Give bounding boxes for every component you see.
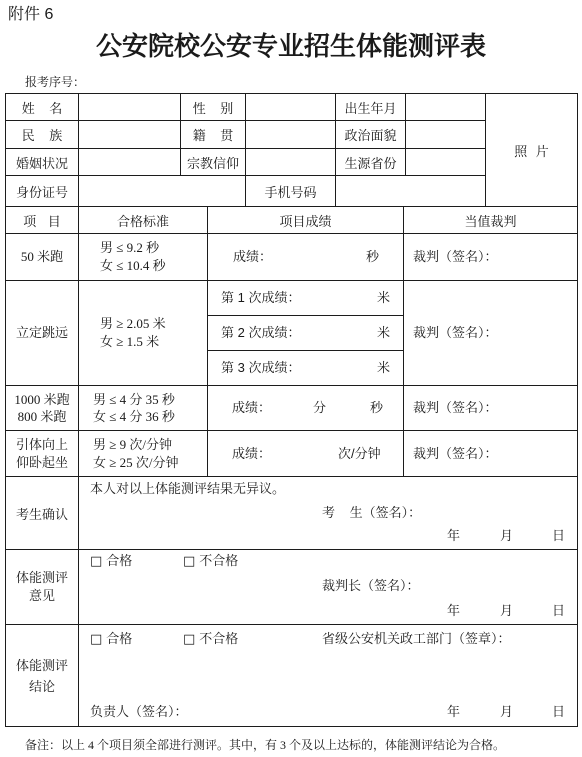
result-50m[interactable]	[207, 233, 404, 281]
standard-male: 男 ≥ 2.05 米	[100, 316, 166, 331]
attachment-label: 附件 6	[8, 6, 54, 23]
conclusion-label-line-2: 结论	[28, 678, 55, 694]
phone-field[interactable]	[335, 175, 486, 207]
religion-label: 宗教信仰	[180, 148, 246, 176]
pass-checkbox[interactable]: □	[90, 632, 103, 647]
referee-signature-label: 裁判（签名）：	[413, 325, 498, 340]
confirmation-statement: 本人对以上体能测评结果无异议。	[90, 481, 286, 496]
referee-column-header: 当值裁判	[403, 206, 578, 234]
political-status-label: 政治面貌	[335, 120, 406, 149]
name-field[interactable]	[78, 93, 181, 121]
marital-status-label: 婚姻状况	[5, 148, 79, 176]
score-label: 成绩：	[232, 400, 272, 415]
test-item-long-jump	[5, 280, 79, 386]
attempt-unit: 米	[377, 325, 391, 340]
standard-female: 女 ≥ 25 次/分钟	[93, 454, 179, 470]
fail-label: 不合格	[199, 631, 239, 646]
standard-female: 女 ≤ 4 分 36 秒	[93, 409, 175, 424]
pass-label: 合格	[106, 553, 133, 568]
birth-date-field[interactable]	[405, 93, 486, 121]
opinion-fail-option[interactable]	[183, 553, 238, 570]
form-table	[5, 93, 578, 727]
origin-province-field[interactable]	[405, 148, 486, 176]
photo-box	[485, 93, 578, 207]
assessment-conclusion-label	[5, 624, 79, 727]
chief-referee-signature-label: 裁判长（签名）：	[322, 578, 420, 593]
score-label: 成绩：	[233, 249, 273, 264]
date-year-label: 年	[447, 528, 461, 543]
attempt-label: 第 1 次成绩：	[221, 290, 301, 305]
assessment-conclusion-area[interactable]	[78, 624, 578, 727]
long-jump-attempt-2[interactable]	[207, 315, 404, 351]
native-place-label: 籍 贯	[180, 120, 246, 149]
standard-long-jump	[78, 280, 208, 386]
standard-50m	[78, 233, 208, 281]
date-day-label: 日	[552, 528, 566, 543]
candidate-signature-label: 考 生（签名）：	[322, 505, 422, 520]
conclusion-fail-option[interactable]	[183, 631, 238, 648]
test-item-pullup-situp	[5, 430, 79, 477]
department-seal-label: 省级公安机关政工部门（签章）：	[322, 631, 511, 646]
standard-male: 男 ≤ 9.2 秒	[100, 240, 160, 255]
date-day-label: 日	[552, 704, 566, 719]
standard-distance-run	[78, 385, 208, 431]
opinion-label-line-1: 体能测评	[15, 570, 68, 585]
gender-label: 性 别	[180, 93, 246, 121]
test-item-label-male: 引体向上	[15, 436, 68, 452]
religion-field[interactable]	[245, 148, 336, 176]
political-status-field[interactable]	[405, 120, 486, 149]
fail-checkbox[interactable]: □	[183, 554, 196, 569]
fail-label: 不合格	[199, 553, 239, 568]
candidate-confirmation-label: 考生确认	[5, 476, 79, 550]
score-unit-seconds: 秒	[370, 400, 384, 415]
birth-date-label: 出生年月	[335, 93, 406, 121]
referee-signature-label: 裁判（签名）：	[413, 249, 498, 264]
date-month-label: 月	[500, 528, 514, 543]
test-item-distance-run	[5, 385, 79, 431]
attempt-label: 第 2 次成绩：	[221, 325, 301, 340]
score-unit: 次/分钟	[338, 445, 381, 461]
long-jump-attempt-1[interactable]	[207, 280, 404, 316]
id-number-label: 身份证号	[5, 175, 79, 207]
date-year-label: 年	[447, 704, 461, 719]
pass-checkbox[interactable]: □	[90, 554, 103, 569]
opinion-pass-option[interactable]	[90, 553, 132, 570]
attempt-unit: 米	[377, 360, 391, 375]
footnote: 备注：以上 4 个项目须全部进行测评。其中，有 3 个及以上达标的，体能测评结论为合格。	[25, 738, 506, 752]
photo-label: 照 片	[514, 143, 549, 159]
serial-number-label: 报考序号：	[25, 75, 86, 89]
id-number-field[interactable]	[78, 175, 246, 207]
standard-female: 女 ≤ 10.4 秒	[100, 258, 166, 273]
test-item-label: 50 米跑	[20, 249, 64, 264]
score-unit: 秒	[366, 249, 380, 264]
date-day-label: 日	[552, 603, 566, 618]
referee-pullup-situp[interactable]	[403, 430, 578, 477]
test-item-label-male: 1000 米跑	[14, 392, 70, 407]
date-month-label: 月	[500, 603, 514, 618]
assessment-opinion-label	[5, 549, 79, 625]
conclusion-pass-option[interactable]	[90, 631, 132, 648]
date-month-label: 月	[500, 704, 514, 719]
standard-male: 男 ≥ 9 次/分钟	[93, 436, 172, 452]
pass-label: 合格	[106, 631, 133, 646]
score-unit-minutes: 分	[313, 400, 327, 415]
phone-label: 手机号码	[245, 175, 336, 207]
test-item-label-female: 仰卧起坐	[15, 454, 68, 470]
fail-checkbox[interactable]: □	[183, 632, 196, 647]
test-item-label-female: 800 米跑	[17, 409, 67, 424]
origin-province-label: 生源省份	[335, 148, 406, 176]
assessment-opinion-area[interactable]	[78, 549, 578, 625]
referee-distance-run[interactable]	[403, 385, 578, 431]
form-title: 公安院校公安专业招生体能测评表	[95, 32, 486, 61]
test-item-50m	[5, 233, 79, 281]
standard-pullup-situp	[78, 430, 208, 477]
referee-signature-label: 裁判（签名）：	[413, 400, 498, 415]
result-distance-run[interactable]	[207, 385, 404, 431]
ethnicity-field[interactable]	[78, 120, 181, 149]
native-place-field[interactable]	[245, 120, 336, 149]
marital-status-field[interactable]	[78, 148, 181, 176]
result-pullup-situp[interactable]	[207, 430, 404, 477]
candidate-confirmation-area[interactable]	[78, 476, 578, 550]
referee-50m[interactable]	[403, 233, 578, 281]
standard-female: 女 ≥ 1.5 米	[100, 334, 160, 349]
result-column-header: 项目成绩	[207, 206, 404, 234]
referee-long-jump[interactable]	[403, 280, 578, 386]
standard-column-header: 合格标准	[78, 206, 208, 234]
referee-signature-label: 裁判（签名）：	[413, 445, 498, 461]
ethnicity-label: 民 族	[5, 120, 79, 149]
conclusion-label-line-1: 体能测评	[15, 657, 68, 673]
responsible-person-signature-label: 负责人（签名）：	[90, 704, 188, 719]
item-column-header: 项 目	[5, 206, 79, 234]
score-label: 成绩：	[232, 445, 272, 461]
test-item-label: 立定跳远	[15, 325, 68, 340]
standard-male: 男 ≤ 4 分 35 秒	[93, 392, 175, 407]
gender-field[interactable]	[245, 93, 336, 121]
attempt-label: 第 3 次成绩：	[221, 360, 301, 375]
long-jump-attempt-3[interactable]	[207, 350, 404, 386]
opinion-label-line-2: 意见	[28, 588, 55, 603]
attempt-unit: 米	[377, 290, 391, 305]
name-label: 姓 名	[5, 93, 79, 121]
date-year-label: 年	[447, 603, 461, 618]
